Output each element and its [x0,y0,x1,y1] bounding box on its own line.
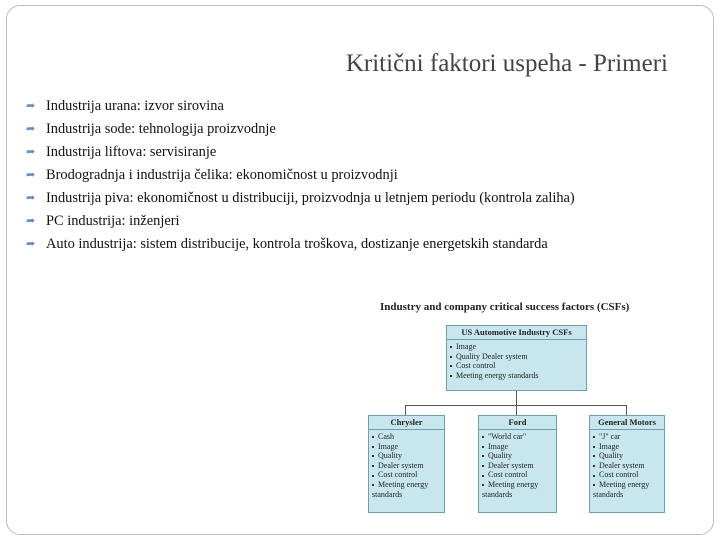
top-csf-label: US Automotive Industry CSFs [447,326,586,340]
list-item: "J" car [593,432,661,442]
list-item: Image [450,342,583,352]
bullet-arrow-icon: ➦ [26,215,36,227]
list-item: Dealer system [593,461,661,471]
bullet-item: ➦ Industrija sode: tehnologija proizvodnje [26,121,276,137]
list-item: Cash [372,432,441,442]
diagram-title: Industry and company critical success factors (CSFs) [380,301,630,313]
ford-box [478,415,557,513]
top-csf-list [447,342,586,380]
list-item: Quality [482,451,553,461]
list-item: Quality Dealer system [450,352,583,362]
connector-line [516,405,517,415]
bullet-item: ➦ Industrija liftova: servisiranje [26,144,217,160]
chrysler-box [368,415,445,513]
chrysler-label: Chrysler [369,416,444,430]
list-item: Meeting energy standards [593,479,650,499]
bullet-item: ➦ PC industrija: inženjeri [26,213,180,229]
gm-list [590,432,664,499]
list-item: Quality [593,451,661,461]
list-item: Meeting energy standards [450,371,583,381]
bullet-arrow-icon: ➦ [26,238,36,250]
bullet-arrow-icon: ➦ [26,192,36,204]
bullet-item: ➦ Industrija urana: izvor sirovina [26,98,224,114]
bullet-arrow-icon: ➦ [26,146,36,158]
list-item: Image [372,442,441,452]
list-item: Cost control [593,470,661,480]
list-item: Image [593,442,661,452]
gm-label: General Motors [590,416,664,430]
slide-title: Kritični faktori uspeha - Primeri [345,50,668,77]
list-item: Meeting energy standards [482,479,539,499]
list-item: Dealer system [482,461,553,471]
bullet-arrow-icon: ➦ [26,169,36,181]
list-item: Quality [372,451,441,461]
bullet-arrow-icon: ➦ [26,100,36,112]
connector-line [516,391,517,405]
top-csf-box [446,325,587,391]
bullet-item: ➦ Auto industrija: sistem distribucije, kontrola troškova, dostizanje energetskih standarda [26,236,548,252]
list-item: Image [482,442,553,452]
list-item: Cost control [450,361,583,371]
chrysler-list [369,432,444,499]
gm-box [589,415,665,513]
connector-line [405,405,406,415]
bullet-arrow-icon: ➦ [26,123,36,135]
ford-label: Ford [479,416,556,430]
bullet-item: ➦ Brodogradnja i industrija čelika: ekonomičnost u proizvodnji [26,167,398,183]
list-item: Meeting energy standards [372,479,429,499]
list-item: Cost control [482,470,553,480]
list-item: "World car" [482,432,553,442]
connector-line [626,405,627,415]
ford-list [479,432,556,499]
list-item: Dealer system [372,461,441,471]
bullet-item: ➦ Industrija piva: ekonomičnost u distribuciji, proizvodnja u letnjem periodu (kontrola zaliha) [26,190,575,206]
bullet-list [26,98,666,259]
list-item: Cost control [372,470,441,480]
